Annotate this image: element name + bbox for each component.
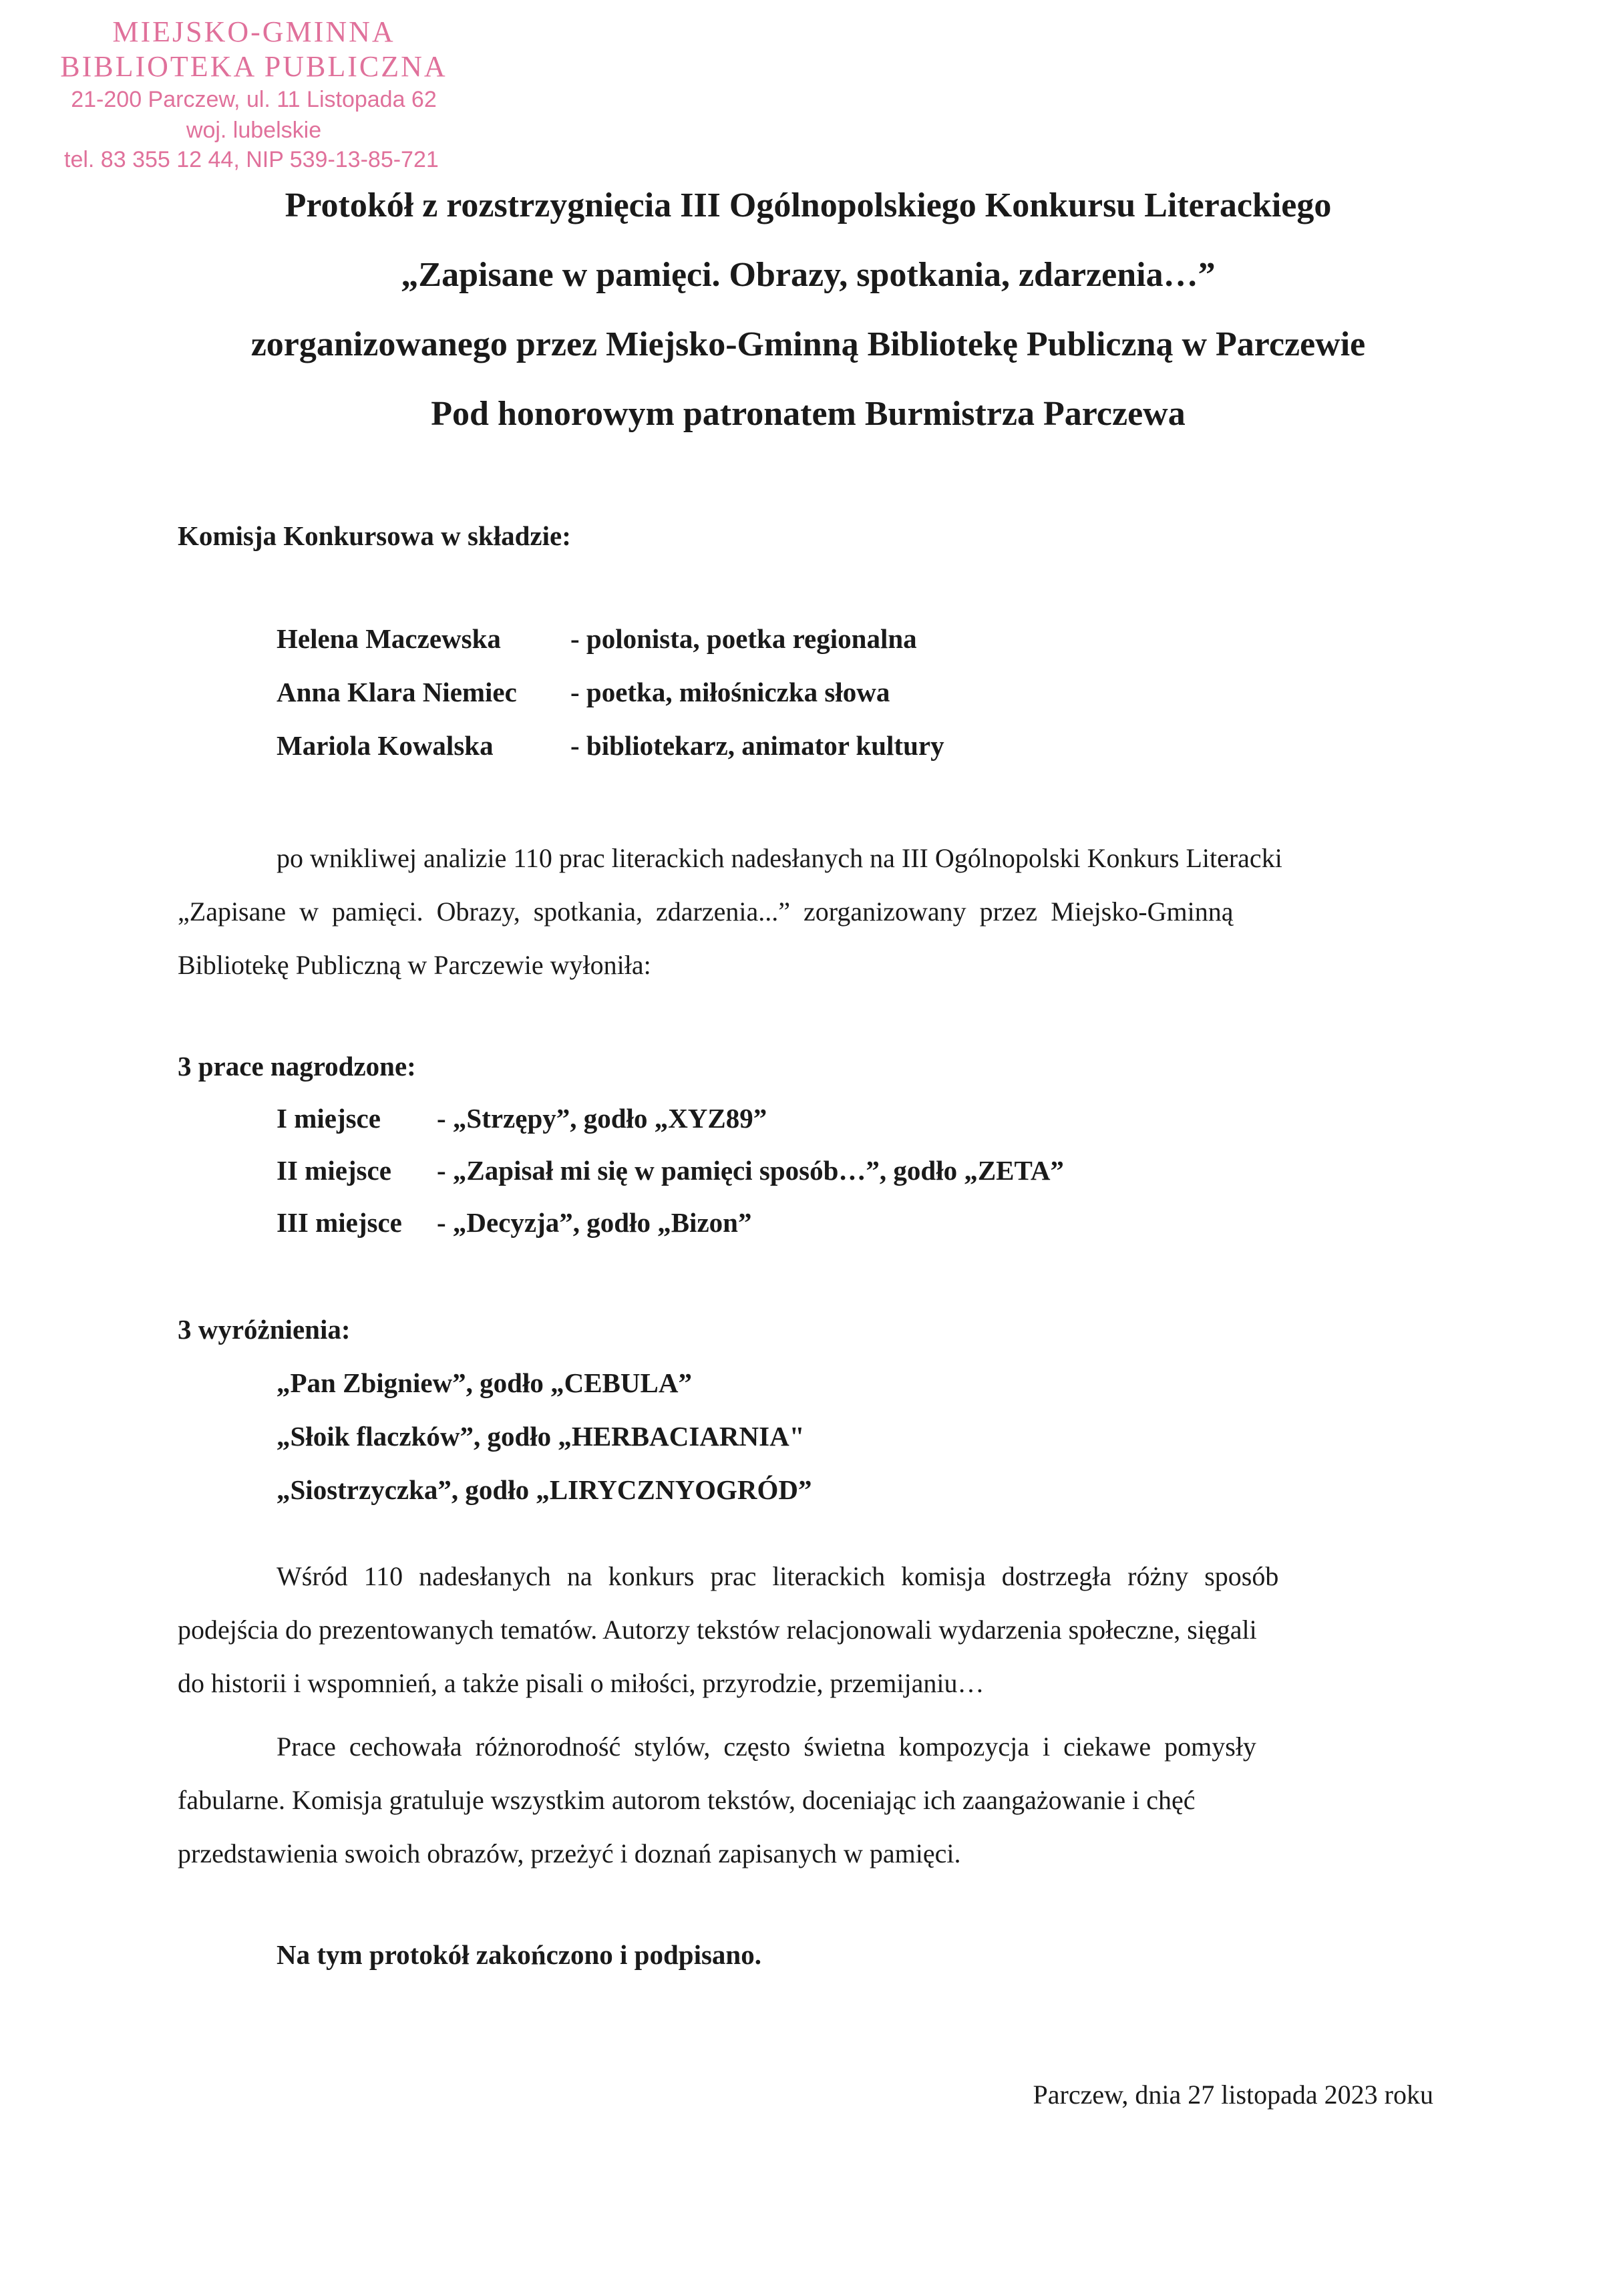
distinction-item: „Słoik flaczków”, godło „HERBACIARNIA" <box>277 1421 805 1452</box>
title-line-4: Pod honorowym patronatem Burmistrza Parczewa <box>431 395 1186 433</box>
stamp-line-2: BIBLIOTEKA PUBLICZNA <box>60 50 448 83</box>
award-item <box>277 1102 767 1134</box>
member-role: - polonista, poetka regionalna <box>570 623 917 654</box>
summary1-line-3: do historii i wspomnień, a także pisali o miłości, przyrodzie, przemijaniu… <box>178 1668 985 1698</box>
summary-paragraph-2 <box>178 1720 1433 1880</box>
stamp-line-1: MIEJSKO-GMINNA <box>112 15 395 48</box>
commission-member <box>277 623 917 655</box>
award-place: I miejsce <box>277 1103 381 1134</box>
member-name: Helena Maczewska <box>277 623 501 654</box>
intro-line-2: „Zapisane w pamięci. Obrazy, spotkania, zdarzenia...” zorganizowany przez Miejsko-Gminną <box>178 896 1234 927</box>
award-text: - „Decyzja”, godło „Bizon” <box>437 1207 752 1238</box>
award-text: - „Zapisał mi się w pamięci sposób…”, godło „ZETA” <box>437 1155 1064 1186</box>
distinctions-title: 3 wyróżnienia: <box>178 1314 351 1345</box>
summary1-line-1: Wśród 110 nadesłanych na konkurs prac literackich komisja dostrzegła różny sposób <box>277 1561 1279 1591</box>
title-line-1: Protokół z rozstrzygnięcia III Ogólnopolskiego Konkursu Literackiego <box>285 186 1332 224</box>
closing-statement: Na tym protokół zakończono i podpisano. <box>277 1939 761 1970</box>
awards-title: 3 prace nagrodzone: <box>178 1051 416 1082</box>
commission-member <box>277 729 944 762</box>
commission-member <box>277 676 890 708</box>
intro-line-3: Bibliotekę Publiczną w Parczewie wyłoniła: <box>178 950 651 980</box>
award-text: - „Strzępy”, godło „XYZ89” <box>437 1103 767 1134</box>
summary2-line-1: Prace cechowała różnorodność stylów, często świetna kompozycja i ciekawe pomysły <box>277 1732 1256 1762</box>
award-item <box>277 1154 1064 1186</box>
member-name: Mariola Kowalska <box>277 730 494 761</box>
title-line-3: zorganizowanego przez Miejsko-Gminną Bibliotekę Publiczną w Parczewie <box>250 325 1366 363</box>
distinction-item: „Pan Zbigniew”, godło „CEBULA” <box>277 1367 692 1398</box>
stamp-address: 21-200 Parczew, ul. 11 Listopada 62 <box>71 87 437 112</box>
summary1-line-2: podejścia do prezentowanych tematów. Autorzy tekstów relacjonowali wydarzenia społeczne, sięgali <box>178 1615 1257 1645</box>
place-and-date: Parczew, dnia 27 listopada 2023 roku <box>1033 2080 1433 2110</box>
member-role: - poetka, miłośniczka słowa <box>570 677 890 707</box>
award-place: III miejsce <box>277 1207 402 1238</box>
commission-title: Komisja Konkursowa w składzie: <box>178 520 571 551</box>
distinction-item: „Siostrzyczka”, godło „LIRYCZNYOGRÓD” <box>277 1474 812 1505</box>
member-role: - bibliotekarz, animator kultury <box>570 730 944 761</box>
intro-line-1: po wnikliwej analizie 110 prac literackich nadesłanych na III Ogólnopolski Konkurs Literacki <box>277 843 1282 873</box>
stamp-contact: tel. 83 355 12 44, NIP 539-13-85-721 <box>64 147 439 172</box>
library-stamp <box>40 15 468 175</box>
summary2-line-2: fabularne. Komisja gratuluje wszystkim autorom tekstów, doceniając ich zaangażowanie i chęć <box>178 1785 1196 1815</box>
award-item <box>277 1206 751 1239</box>
title-line-2: „Zapisane w pamięci. Obrazy, spotkania, zdarzenia…” <box>401 256 1216 294</box>
summary2-line-3: przedstawienia swoich obrazów, przeżyć i doznań zapisanych w pamięci. <box>178 1838 961 1868</box>
summary-paragraph-1 <box>178 1550 1433 1710</box>
document-title <box>120 171 1496 449</box>
award-place: II miejsce <box>277 1155 391 1186</box>
intro-paragraph <box>178 832 1433 992</box>
member-name: Anna Klara Niemiec <box>277 677 517 707</box>
stamp-region: woj. lubelskie <box>186 118 322 143</box>
